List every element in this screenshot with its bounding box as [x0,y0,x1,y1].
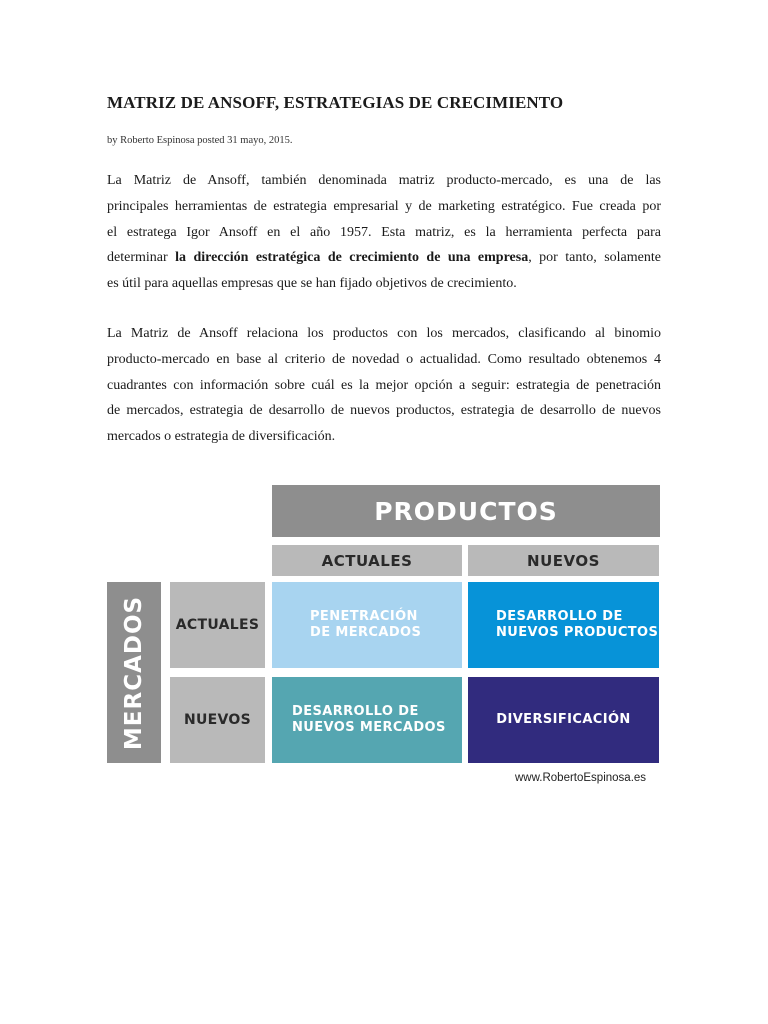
column-header-new: NUEVOS [468,545,659,576]
article-title: MATRIZ DE ANSOFF, ESTRATEGIAS DE CRECIMIENTO [107,93,564,112]
paragraph-intro [107,168,661,297]
cell-product-development [468,582,659,668]
cell-diversification [468,677,659,763]
paragraph-line: mercados o estrategia de diversificación. [107,429,336,445]
markets-header-label: MERCADOS [121,595,148,750]
cell-label: DIVERSIFICACIÓN [496,712,631,727]
cell-label: DESARROLLO DE NUEVOS PRODUCTOS [496,609,659,640]
products-header: PRODUCTOS [272,485,660,537]
paragraph-line [107,245,661,271]
column-header-current: ACTUALES [272,545,462,576]
paragraph-description [107,321,661,450]
cell-market-development [272,677,462,763]
figure-credit: www.RobertoEspinosa.es [515,772,647,784]
paragraph-line: La Matriz de Ansoff, también denominada matriz producto-mercado, es una de las [107,173,661,188]
cell-label: DESARROLLO DE NUEVOS MERCADOS [292,704,446,735]
paragraph-line: principales herramientas de estrategia empresarial y de marketing estratégico. Fue creada por [107,198,661,214]
bold-emphasis: la dirección estratégica de crecimiento de una empresa [175,250,529,266]
paragraph-line: La Matriz de Ansoff relaciona los productos con los mercados, clasificando al binomio [107,326,661,341]
paragraph-line: producto-mercado en base al criterio de novedad o actualidad. Como resultado obtenemos 4 [107,351,661,367]
paragraph-line: el estratega Igor Ansoff en el año 1957. Esta matriz, es la herramienta perfecta para [107,224,661,240]
paragraph-line: es útil para aquellas empresas que se han fijado objetivos de crecimiento. [107,276,517,292]
paragraph-text: determinar [107,250,176,266]
paragraph-text: , por tanto, solamente [528,250,661,266]
paragraph-line: cuadrantes con información sobre cuál es la mejor opción a seguir: estrategia de penetración [107,377,661,393]
article-byline: by Roberto Espinosa posted 31 mayo, 2015. [107,135,293,146]
markets-header [107,582,161,763]
row-header-new: NUEVOS [170,677,265,763]
cell-label: PENETRACIÓN DE MERCADOS [310,609,422,640]
row-header-current: ACTUALES [170,582,265,668]
cell-market-penetration [272,582,462,668]
paragraph-line: de mercados, estrategia de desarrollo de nuevos productos, estrategia de desarrollo de nuevos [107,403,661,419]
